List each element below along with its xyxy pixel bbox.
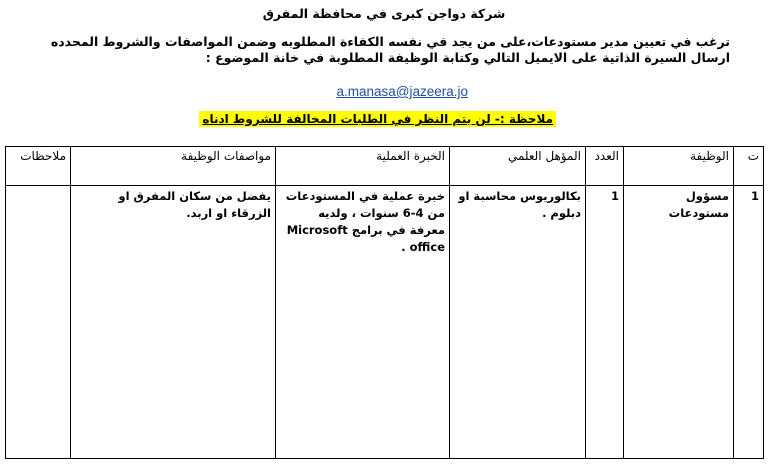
header-experience: الخبرة العملية (276, 147, 450, 186)
email-link[interactable]: a.manasa@jazeera.jo (336, 84, 468, 99)
jobs-table (5, 146, 764, 459)
cell-notes (6, 186, 71, 459)
header-index: ت (734, 147, 764, 186)
note-container (199, 108, 556, 127)
header-notes: ملاحظات (6, 147, 71, 186)
cell-job: مسؤول مستودعات (624, 186, 734, 459)
intro-paragraph: ترغب في تعيين مدير مستودعات،على من يجد في نفسه الكفاءة المطلوبه وضمن المواصفات والشروط المحدده ارسال السيرة الذاتية على الايميل التالي وكتابة الوظيفة المطلوبة في خانة الموضوع : (50, 34, 730, 65)
header-job: الوظيفة (624, 147, 734, 186)
header-qualification: المؤهل العلمي (450, 147, 586, 186)
page-title: شركة دواجن كبرى في محافظة المفرق (262, 6, 506, 21)
note-text: ملاحظة :- لن يتم النظر في الطلبات المخالفة للشروط ادناه (199, 111, 556, 127)
cell-specs: يفضل من سكان المفرق او الزرقاء او اربد. (71, 186, 276, 459)
cell-count: 1 (586, 186, 624, 459)
header-count: العدد (586, 147, 624, 186)
table-header-row (6, 147, 764, 186)
cell-experience: خبرة عملية في المستودعات من 4-6 سنوات ، ولديه معرفة في برامج Microsoft office . (276, 186, 450, 459)
cell-index: 1 (734, 186, 764, 459)
header-specs: مواصفات الوظيفة (71, 147, 276, 186)
cell-qualification: بكالوريوس محاسبة او دبلوم . (450, 186, 586, 459)
table-row (6, 186, 764, 459)
